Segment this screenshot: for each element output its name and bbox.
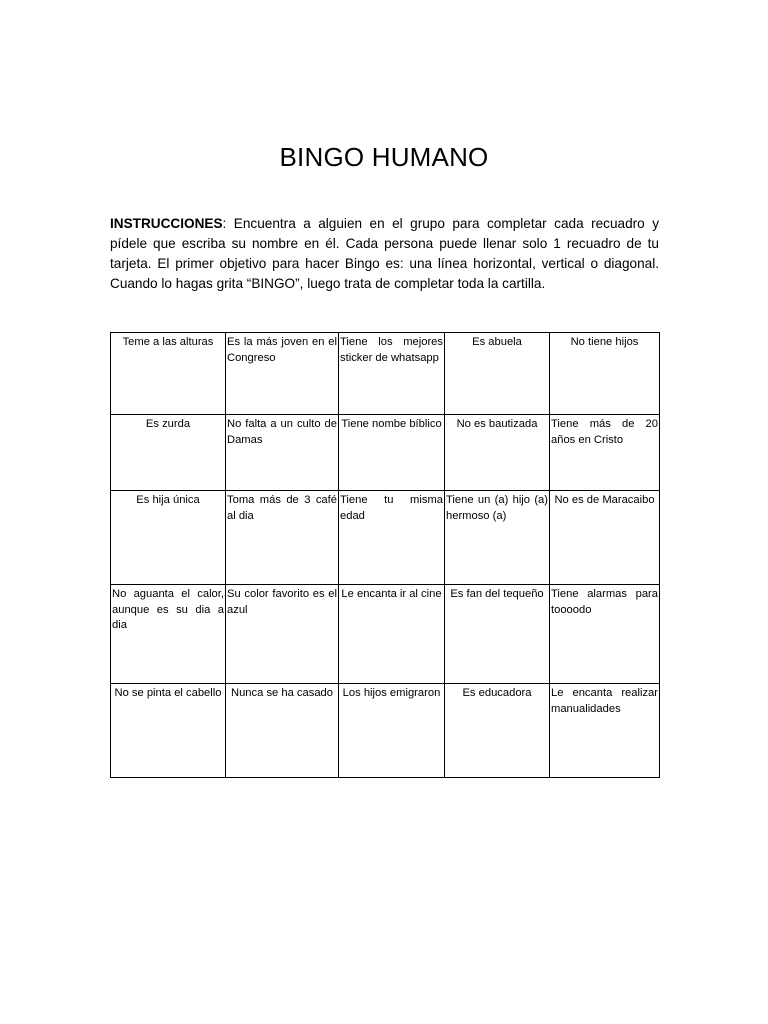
bingo-cell[interactable]: Toma más de 3 café al dia <box>226 491 339 585</box>
bingo-cell[interactable]: No es de Maracaibo <box>550 491 660 585</box>
bingo-cell[interactable]: Los hijos emigraron <box>339 684 445 778</box>
bingo-card <box>110 332 660 778</box>
bingo-cell[interactable]: No aguanta el calor, aunque es su dia a dia <box>111 585 226 684</box>
bingo-cell[interactable]: Es hija única <box>111 491 226 585</box>
bingo-cell[interactable]: Tiene un (a) hijo (a) hermoso (a) <box>445 491 550 585</box>
bingo-cell[interactable]: Tiene tu misma edad <box>339 491 445 585</box>
bingo-cell[interactable]: Tiene nombe bíblico <box>339 415 445 491</box>
bingo-cell[interactable]: No es bautizada <box>445 415 550 491</box>
bingo-cell[interactable]: Es la más joven en el Congreso <box>226 333 339 415</box>
bingo-cell[interactable]: Es educadora <box>445 684 550 778</box>
bingo-cell[interactable]: Le encanta ir al cine <box>339 585 445 684</box>
bingo-cell[interactable]: No falta a un culto de Damas <box>226 415 339 491</box>
bingo-row <box>111 491 660 585</box>
bingo-cell[interactable]: No se pinta el cabello <box>111 684 226 778</box>
bingo-cell[interactable]: Su color favorito es el azul <box>226 585 339 684</box>
bingo-cell[interactable]: Es zurda <box>111 415 226 491</box>
bingo-row <box>111 585 660 684</box>
bingo-row <box>111 684 660 778</box>
bingo-row <box>111 415 660 491</box>
bingo-cell[interactable]: Le encanta realizar manualidades <box>550 684 660 778</box>
instructions-paragraph <box>110 214 659 294</box>
bingo-cell[interactable]: Teme a las alturas <box>111 333 226 415</box>
bingo-cell[interactable]: Nunca se ha casado <box>226 684 339 778</box>
bingo-cell[interactable]: Tiene alarmas para toooodo <box>550 585 660 684</box>
bingo-cell[interactable]: No tiene hijos <box>550 333 660 415</box>
page-title: BINGO HUMANO <box>279 142 489 172</box>
bingo-cell[interactable]: Es fan del tequeño <box>445 585 550 684</box>
bingo-cell[interactable]: Tiene más de 20 años en Cristo <box>550 415 660 491</box>
bingo-cell[interactable]: Es abuela <box>445 333 550 415</box>
instructions-text: : Encuentra a alguien en el grupo para completar cada recuadro y pídele que escriba su nombre en él. Cada persona puede llenar solo 1 recuadro de tu tarjeta. El primer objetivo para hacer Bingo es: una línea horizontal, vertical o diagonal. Cuando lo hagas grita “BINGO”, luego trata de completar toda la cartilla. <box>110 216 659 291</box>
bingo-cell[interactable]: Tiene los mejores sticker de whatsapp <box>339 333 445 415</box>
bingo-row <box>111 333 660 415</box>
instructions-label: INSTRUCCIONES <box>110 216 223 231</box>
